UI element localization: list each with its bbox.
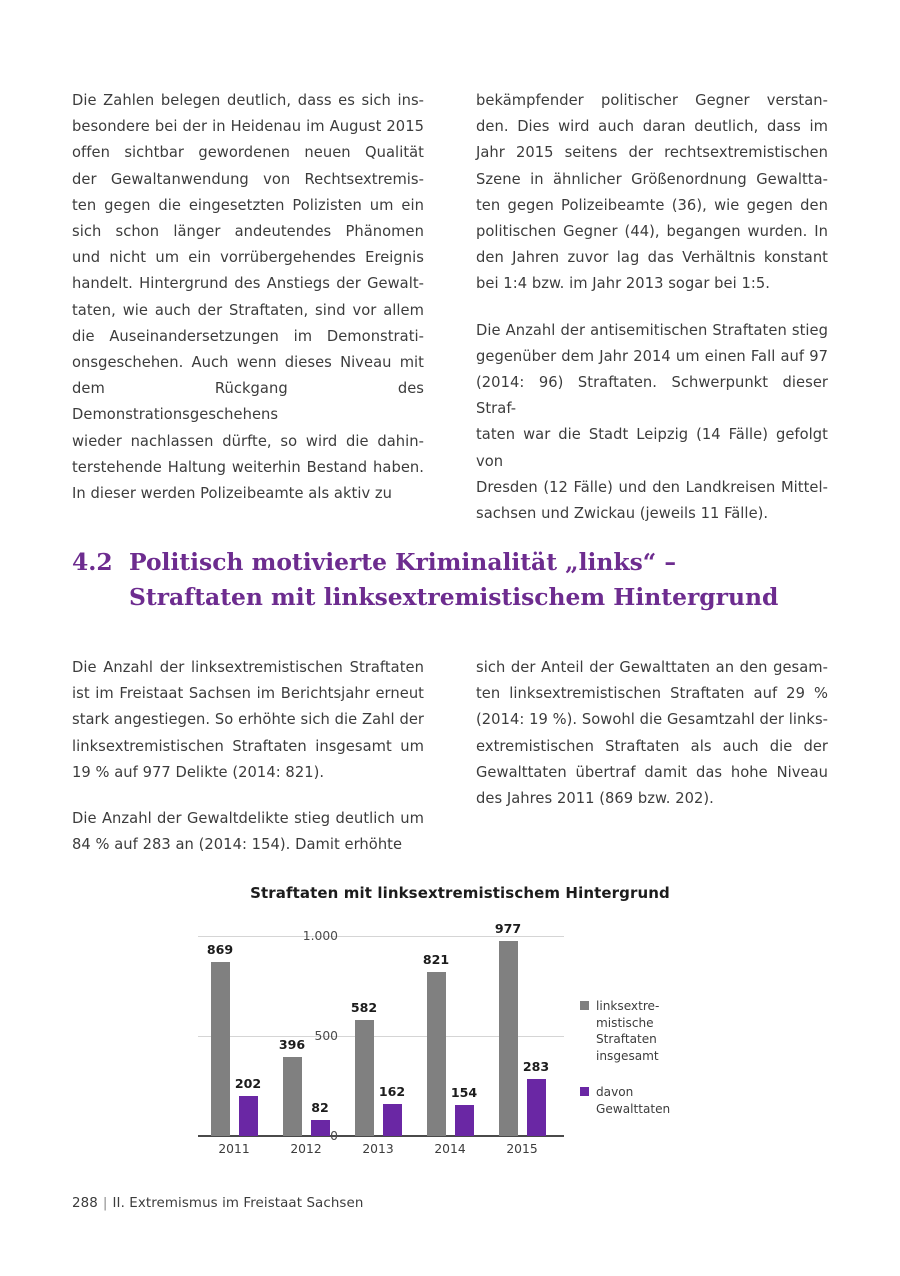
text-line: sich schon länger andeutendes Phänomen bbox=[72, 223, 424, 241]
text-line: (2014: 19 %). Sowohl die Gesamtzahl der links- bbox=[476, 711, 828, 729]
text-line: politischen Gegner (44), begangen wurden. In bbox=[476, 223, 828, 241]
text-line: Dresden (12 Fälle) und den Landkreisen Mittel- bbox=[476, 478, 828, 496]
chart-legend-label bbox=[596, 1084, 670, 1117]
paragraph bbox=[72, 88, 424, 507]
section-title-line-1: Politisch motivierte Kriminalität „links“ – bbox=[129, 548, 677, 576]
text-line: bei 1:4 bzw. im Jahr 2013 sogar bei 1:5. bbox=[476, 275, 770, 293]
paragraph bbox=[476, 318, 828, 528]
text-line: onsgeschehen. Auch wenn dieses Niveau mit bbox=[72, 354, 424, 372]
text-line: des Jahres 2011 (869 bzw. 202). bbox=[476, 790, 714, 808]
text-line: Die Zahlen belegen deutlich, dass es sich ins- bbox=[72, 92, 424, 109]
text-line: sachsen und Zwickau (jeweils 11 Fälle). bbox=[476, 505, 769, 523]
chart-bar-group bbox=[414, 936, 486, 1136]
text-line: Die Anzahl der Gewaltdelikte stieg deutlich um bbox=[72, 810, 424, 828]
chart-bar-value-label: 821 bbox=[422, 951, 450, 967]
chart-bar bbox=[494, 920, 522, 1136]
section-number: 4.2 bbox=[72, 548, 113, 576]
text-line: den Jahren zuvor lag das Verhältnis konstant bbox=[476, 249, 828, 267]
paragraph bbox=[476, 88, 828, 298]
bottom-text-columns bbox=[72, 655, 828, 858]
chart-bar-group bbox=[270, 936, 342, 1136]
section-title-line-2: Straftaten mit linksextremistischem Hintergrund bbox=[129, 583, 779, 611]
chart-x-axis bbox=[198, 1142, 558, 1156]
chart-bar bbox=[522, 936, 550, 1136]
chart-bar-value-label: 82 bbox=[311, 1099, 329, 1115]
text-line: taten war die Stadt Leipzig (14 Fälle) gefolgt von bbox=[476, 426, 828, 470]
bottom-right-column bbox=[476, 655, 828, 858]
chart-bar-fill bbox=[283, 1057, 302, 1136]
chart-legend-item bbox=[580, 998, 750, 1064]
footer-page-number: 288 bbox=[72, 1196, 98, 1211]
text-line: Jahr 2015 seitens der rechtsextremistischen bbox=[476, 144, 828, 162]
text-line: ten linksextremistischen Straftaten auf 29 % bbox=[476, 685, 828, 703]
chart-bar-fill bbox=[239, 1096, 258, 1136]
bottom-left-column bbox=[72, 655, 424, 858]
text-line: (2014: 96) Straftaten. Schwerpunkt dieser Straf- bbox=[476, 374, 828, 418]
chart-bar bbox=[422, 936, 450, 1136]
chart-legend-label-line: Gewalttaten bbox=[596, 1101, 671, 1116]
chart-bar-group bbox=[486, 920, 558, 1136]
text-line: wieder nachlassen dürfte, so wird die dahin- bbox=[72, 432, 424, 450]
text-line: Gewalttaten übertraf damit das hohe Niveau bbox=[476, 763, 828, 781]
text-line: taten, wie auch der Straftaten, sind vor allem bbox=[72, 301, 424, 319]
text-line: offen sichtbar gewordenen neuen Qualität bbox=[72, 144, 424, 162]
page-footer bbox=[72, 1196, 363, 1211]
top-left-column bbox=[72, 88, 424, 527]
chart-bar-fill bbox=[527, 1079, 546, 1136]
chart-bar bbox=[350, 936, 378, 1136]
paragraph bbox=[72, 806, 424, 858]
text-line: bekämpfender politischer Gegner verstan- bbox=[476, 92, 828, 109]
text-line: 19 % auf 977 Delikte (2014: 821). bbox=[72, 763, 325, 781]
chart-y-tick-label: 500 bbox=[314, 1029, 338, 1043]
chart-bar bbox=[234, 936, 262, 1136]
top-text-columns bbox=[72, 88, 828, 527]
top-right-column bbox=[476, 88, 828, 527]
chart-x-tick-label: 2014 bbox=[434, 1142, 466, 1156]
chart-bar bbox=[378, 936, 406, 1136]
text-line: sich der Anteil der Gewalttaten an den gesam- bbox=[476, 659, 828, 676]
footer-separator: | bbox=[102, 1196, 108, 1211]
chart-bar-value-label: 396 bbox=[278, 1036, 306, 1052]
chart-y-tick-label: 0 bbox=[330, 1129, 338, 1143]
chart-bar-value-label: 154 bbox=[450, 1085, 478, 1101]
chart-y-tick-label: 1.000 bbox=[302, 929, 338, 943]
chart-title: Straftaten mit linksextremistischem Hintergrund bbox=[250, 884, 670, 902]
chart-x-tick-label: 2011 bbox=[218, 1142, 250, 1156]
text-line: dem Rückgang des Demonstrationsgeschehens bbox=[72, 380, 424, 424]
chart-bar-value-label: 162 bbox=[378, 1083, 406, 1099]
chart-bar-value-label: 283 bbox=[522, 1059, 550, 1075]
chart-bar-fill bbox=[383, 1104, 402, 1136]
chart-bar-value-label: 582 bbox=[350, 999, 378, 1015]
text-line: die Auseinandersetzungen im Demonstrati- bbox=[72, 327, 424, 345]
text-line: ten gegen Polizeibeamte (36), wie gegen den bbox=[476, 196, 828, 214]
text-line: ist im Freistaat Sachsen im Berichtsjahr erneut bbox=[72, 685, 424, 703]
chart-legend-label-line: mistische bbox=[596, 1015, 654, 1030]
chart-x-tick-label: 2012 bbox=[290, 1142, 322, 1156]
chart-x-tick-label: 2013 bbox=[362, 1142, 394, 1156]
chart-legend bbox=[580, 998, 750, 1117]
text-line: terstehende Haltung weiterhin Bestand haben. bbox=[72, 458, 424, 476]
text-line: extremistischen Straftaten als auch die der bbox=[476, 737, 828, 755]
text-line: handelt. Hintergrund des Anstiegs der Gewalt- bbox=[72, 275, 424, 293]
chart-bar-fill bbox=[211, 962, 230, 1136]
text-line: Szene in ähnlicher Größenordnung Gewaltta- bbox=[476, 170, 828, 188]
chart-bar-group bbox=[342, 936, 414, 1136]
text-line: besondere bei der in Heidenau im August 2015 bbox=[72, 118, 424, 136]
chart-plot-container bbox=[140, 920, 760, 1170]
text-line: 84 % auf 283 an (2014: 154). Damit erhöhte bbox=[72, 836, 403, 854]
chart-legend-label bbox=[596, 998, 659, 1064]
chart-legend-swatch bbox=[580, 1087, 589, 1096]
text-line: gegenüber dem Jahr 2014 um einen Fall auf 97 bbox=[476, 347, 828, 365]
chart-bars bbox=[198, 920, 558, 1136]
chart-figure bbox=[0, 884, 900, 1170]
paragraph bbox=[72, 655, 424, 786]
chart-bar bbox=[278, 936, 306, 1136]
chart-legend-label-line: davon bbox=[596, 1085, 634, 1099]
text-line: den. Dies wird auch daran deutlich, dass im bbox=[476, 118, 828, 136]
text-line: und nicht um ein vorrübergehendes Ereignis bbox=[72, 249, 424, 267]
text-line: Die Anzahl der antisemitischen Straftaten stieg bbox=[476, 321, 828, 339]
text-line: linksextremistischen Straftaten insgesamt um bbox=[72, 737, 424, 755]
chart-bar bbox=[450, 936, 478, 1136]
chart-bar bbox=[206, 936, 234, 1136]
chart-bar bbox=[311, 936, 330, 1136]
chart-bar-value-label: 202 bbox=[234, 1075, 262, 1091]
text-line: der Gewaltanwendung von Rechtsextremis- bbox=[72, 170, 424, 188]
chart-legend-swatch bbox=[580, 1001, 589, 1010]
chart-bar-value-label: 869 bbox=[206, 942, 234, 958]
text-line: In dieser werden Polizeibeamte als aktiv zu bbox=[72, 485, 393, 503]
chart-legend-label-line: insgesamt bbox=[596, 1048, 659, 1063]
chart-legend-label-line: Straftaten bbox=[596, 1032, 657, 1046]
chart-bar-fill bbox=[499, 941, 518, 1136]
section-heading bbox=[72, 545, 862, 615]
text-line: Die Anzahl der linksextremistischen Straftaten bbox=[72, 659, 424, 676]
text-line: ten gegen die eingesetzten Polizisten um ein bbox=[72, 196, 424, 214]
chart-bar-fill bbox=[311, 1120, 330, 1136]
chart-bar-group bbox=[198, 936, 270, 1136]
chart-bar-value-label: 977 bbox=[494, 920, 522, 936]
chart-legend-item bbox=[580, 1084, 750, 1117]
chart-bar-fill bbox=[355, 1020, 374, 1136]
chart-legend-label-line: linksextre- bbox=[596, 999, 660, 1013]
chart-x-tick-label: 2015 bbox=[506, 1142, 538, 1156]
text-line: stark angestiegen. So erhöhte sich die Zahl der bbox=[72, 711, 424, 729]
chart-bar-fill bbox=[455, 1105, 474, 1136]
paragraph bbox=[476, 655, 828, 812]
chart-bar-fill bbox=[427, 972, 446, 1136]
section-title bbox=[129, 545, 829, 615]
footer-section-label: II. Extremismus im Freistaat Sachsen bbox=[112, 1196, 364, 1211]
